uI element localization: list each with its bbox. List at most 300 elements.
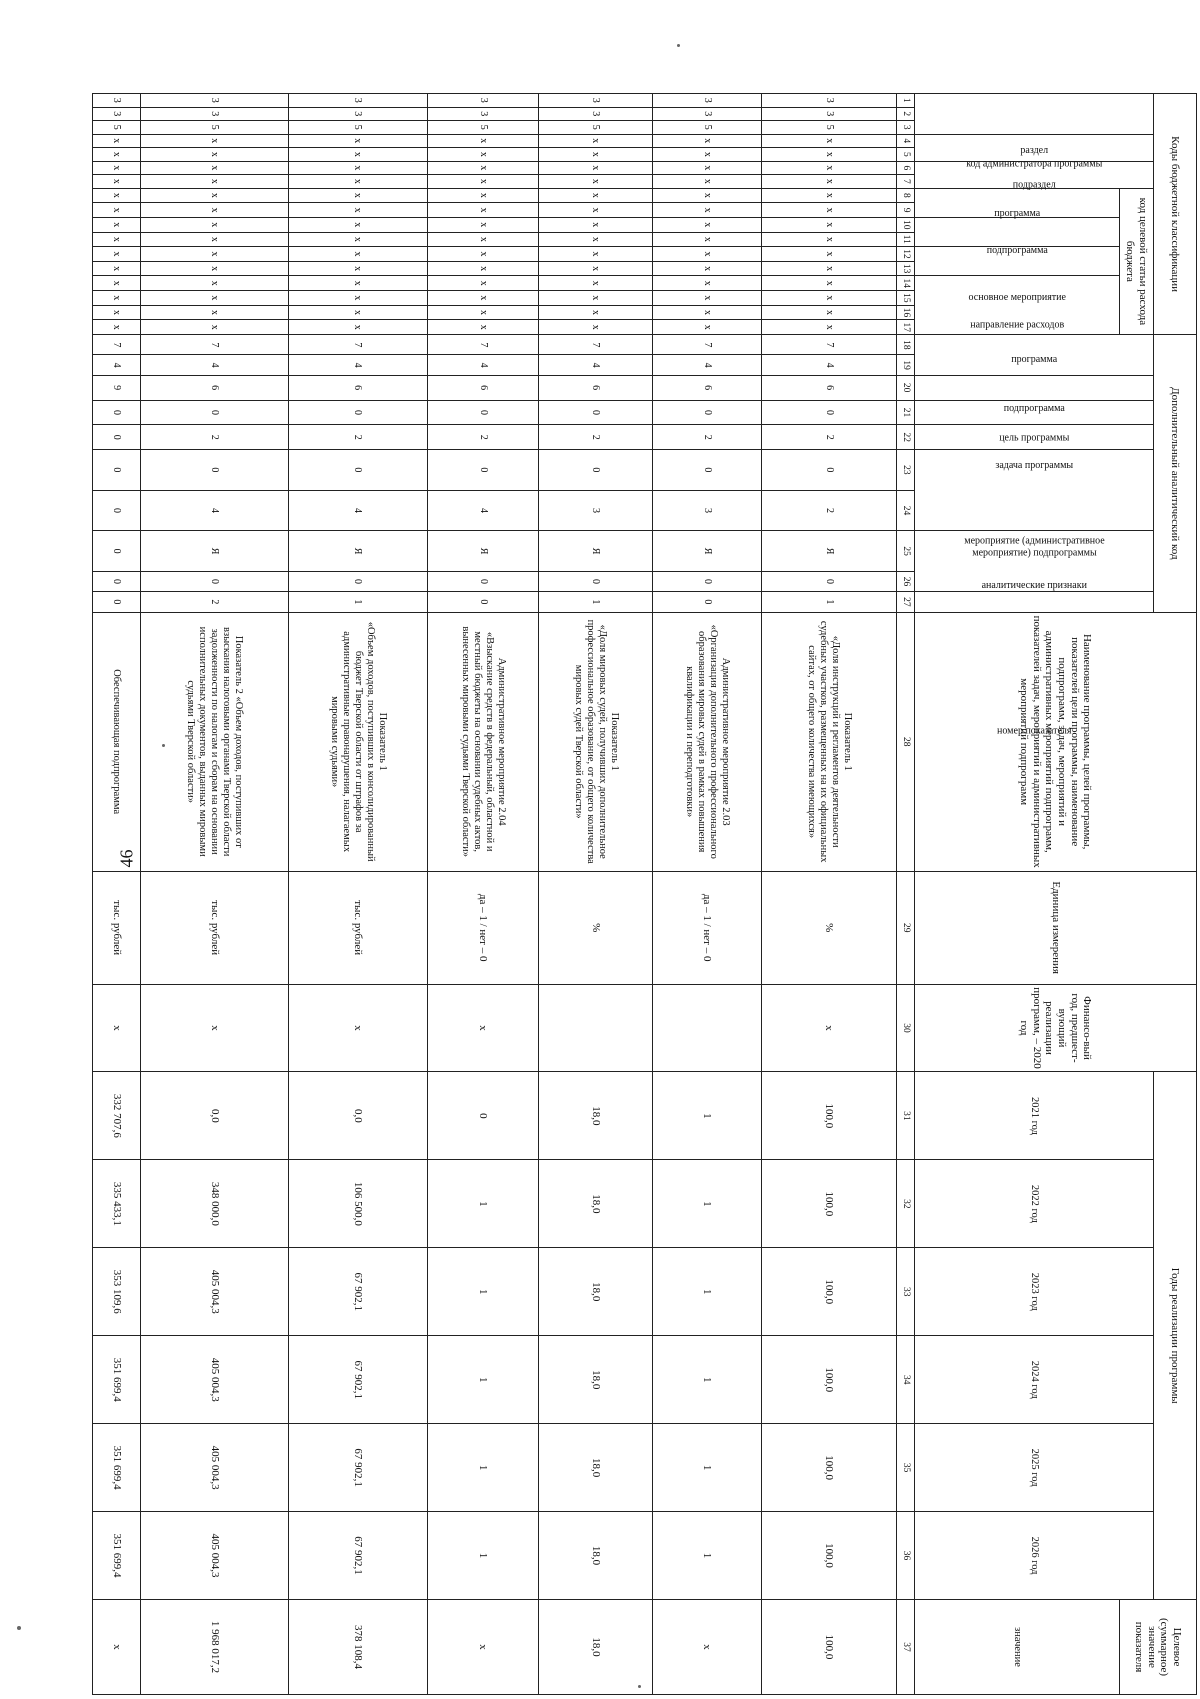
- code-cell: x: [288, 188, 427, 203]
- row-name: Показатель 1 «Доля инструкций и регламентов деятельности судебных участков, размещенных на их официальных сайтах, от общего количества имеющихся»: [762, 612, 896, 871]
- code-cell: x: [140, 134, 288, 148]
- code-cell: Я: [140, 531, 288, 572]
- code-cell: 0: [652, 400, 761, 425]
- program-indicators-table: [92, 93, 1197, 1695]
- code-cell: x: [140, 276, 288, 291]
- code-cell: x: [762, 276, 896, 291]
- header-admin-code: код администратора программы: [914, 94, 1153, 135]
- row-year-value: 18,0: [539, 1160, 653, 1248]
- code-cell: 0: [539, 400, 653, 425]
- row-target-value: 100,0: [762, 1600, 896, 1695]
- row-year-value: 1: [652, 1424, 761, 1512]
- header-year-6: 2026 год: [914, 1512, 1153, 1600]
- code-cell: 6: [427, 375, 539, 400]
- row-fin-year: x: [140, 984, 288, 1072]
- row-year-value: 100,0: [762, 1424, 896, 1512]
- code-cell: x: [93, 217, 141, 232]
- code-cell: x: [288, 161, 427, 175]
- row-year-value: 18,0: [539, 1336, 653, 1424]
- rotated-table-sheet: [92, 93, 1197, 1695]
- code-cell: x: [762, 175, 896, 189]
- column-number: 28: [896, 612, 914, 871]
- row-unit: тыс. рублей: [93, 871, 141, 984]
- row-year-value: 67 902,1: [288, 1424, 427, 1512]
- row-target-value: x: [93, 1600, 141, 1695]
- scan-speck: [638, 1685, 641, 1688]
- row-year-value: 106 500,0: [288, 1160, 427, 1248]
- code-cell: x: [427, 291, 539, 306]
- code-cell: x: [93, 320, 141, 335]
- code-cell: x: [427, 203, 539, 218]
- code-cell: x: [762, 148, 896, 162]
- column-number: 2: [896, 107, 914, 121]
- column-number: 10: [896, 217, 914, 232]
- row-year-value: 67 902,1: [288, 1248, 427, 1336]
- row-fin-year: x: [427, 984, 539, 1072]
- code-cell: x: [140, 261, 288, 276]
- row-year-value: 0,0: [140, 1072, 288, 1160]
- code-cell: 3: [652, 490, 761, 531]
- code-cell: x: [288, 261, 427, 276]
- row-name: Обеспечивающая подпрограмма: [93, 612, 141, 871]
- code-cell: 7: [427, 335, 539, 355]
- page-number: 46: [116, 849, 137, 868]
- code-cell: x: [427, 320, 539, 335]
- code-cell: x: [652, 175, 761, 189]
- code-cell: 1: [288, 592, 427, 612]
- row-target-value: x: [652, 1600, 761, 1695]
- column-number: 18: [896, 335, 914, 355]
- scan-speck: [162, 744, 165, 747]
- table-row: [140, 94, 288, 1695]
- table-row: [427, 94, 539, 1695]
- code-cell: 2: [140, 592, 288, 612]
- code-cell: 0: [652, 592, 761, 612]
- row-year-value: 100,0: [762, 1248, 896, 1336]
- code-cell: x: [93, 261, 141, 276]
- column-number: 17: [896, 320, 914, 335]
- table-row: [93, 94, 141, 1695]
- row-year-value: 100,0: [762, 1512, 896, 1600]
- code-cell: Я: [288, 531, 427, 572]
- column-number: 36: [896, 1512, 914, 1600]
- header-section: раздел: [914, 134, 1153, 161]
- code-cell: x: [539, 217, 653, 232]
- code-cell: 0: [427, 592, 539, 612]
- code-cell: x: [652, 276, 761, 291]
- code-cell: x: [652, 188, 761, 203]
- row-year-value: 351 699,4: [93, 1512, 141, 1600]
- code-cell: 3: [427, 107, 539, 121]
- code-cell: 4: [427, 355, 539, 375]
- header-year-3: 2023 год: [914, 1248, 1153, 1336]
- row-year-value: 18,0: [539, 1072, 653, 1160]
- column-number: 35: [896, 1424, 914, 1512]
- column-number: 6: [896, 161, 914, 175]
- code-cell: Я: [539, 531, 653, 572]
- code-cell: x: [539, 276, 653, 291]
- row-year-value: 332 707,6: [93, 1072, 141, 1160]
- code-cell: x: [762, 247, 896, 262]
- row-unit: тыс. рублей: [140, 871, 288, 984]
- code-cell: x: [762, 291, 896, 306]
- code-cell: 2: [539, 425, 653, 450]
- row-fin-year: x: [93, 984, 141, 1072]
- code-cell: 0: [93, 571, 141, 591]
- code-cell: x: [427, 232, 539, 247]
- header-year-4: 2024 год: [914, 1336, 1153, 1424]
- row-fin-year: [539, 984, 653, 1072]
- header-ac-task: задача программы: [914, 425, 1153, 450]
- row-unit: да – 1 / нет – 0: [652, 871, 761, 984]
- code-cell: x: [140, 232, 288, 247]
- column-number: 22: [896, 425, 914, 450]
- row-year-value: 18,0: [539, 1512, 653, 1600]
- code-cell: 0: [762, 450, 896, 491]
- code-cell: x: [140, 148, 288, 162]
- code-cell: 5: [93, 121, 141, 135]
- code-cell: x: [288, 320, 427, 335]
- row-fin-year: x: [288, 984, 427, 1072]
- code-cell: x: [762, 232, 896, 247]
- row-unit: тыс. рублей: [288, 871, 427, 984]
- code-cell: 2: [652, 425, 761, 450]
- row-year-value: 0: [427, 1072, 539, 1160]
- header-fin-year: Финансо-вый год, предшест-вующий реализации программ, – 2020 год: [914, 984, 1196, 1072]
- code-cell: 3: [652, 94, 761, 108]
- code-cell: 0: [427, 571, 539, 591]
- code-cell: 1: [539, 592, 653, 612]
- row-fin-year: x: [762, 984, 896, 1072]
- code-cell: x: [288, 134, 427, 148]
- header-program: программа: [914, 188, 1119, 217]
- code-cell: 4: [288, 490, 427, 531]
- code-cell: 5: [539, 121, 653, 135]
- code-cell: 3: [93, 94, 141, 108]
- code-cell: 5: [652, 121, 761, 135]
- column-number: 30: [896, 984, 914, 1072]
- column-number: 12: [896, 247, 914, 262]
- row-year-value: 18,0: [539, 1424, 653, 1512]
- code-cell: x: [427, 276, 539, 291]
- code-cell: x: [140, 203, 288, 218]
- column-number: 24: [896, 490, 914, 531]
- code-cell: 0: [140, 571, 288, 591]
- code-cell: x: [539, 320, 653, 335]
- code-cell: x: [427, 261, 539, 276]
- code-cell: x: [427, 175, 539, 189]
- row-name: Административное мероприятие 2.04 «Взыскание средств в федеральный, областной и местный бюджеты на основании судебных актов, вынесенных мировыми судьями Тверской области»: [427, 612, 539, 871]
- scan-speck: [17, 1626, 21, 1630]
- column-number: 1: [896, 94, 914, 108]
- code-cell: x: [93, 175, 141, 189]
- header-target-article: код целевой статьи расхода бюджета: [1119, 188, 1153, 335]
- header-ac-program: программа: [914, 335, 1153, 376]
- code-cell: 7: [539, 335, 653, 355]
- row-target-value: 1 968 017,2: [140, 1600, 288, 1695]
- code-cell: 0: [427, 400, 539, 425]
- code-cell: 4: [288, 355, 427, 375]
- row-year-value: 1: [652, 1336, 761, 1424]
- code-cell: 5: [762, 121, 896, 135]
- code-cell: 0: [539, 450, 653, 491]
- code-cell: x: [539, 148, 653, 162]
- code-cell: x: [288, 232, 427, 247]
- row-year-value: 0,0: [288, 1072, 427, 1160]
- column-number: 29: [896, 871, 914, 984]
- row-year-value: 1: [427, 1336, 539, 1424]
- code-cell: x: [288, 203, 427, 218]
- code-cell: x: [140, 320, 288, 335]
- header-years-group: Годы реализации программы: [1153, 1072, 1196, 1600]
- code-cell: 0: [762, 571, 896, 591]
- code-cell: 0: [288, 450, 427, 491]
- header-ac-indicator-no: номер показателя: [914, 592, 1153, 872]
- header-subsection: подраздел: [914, 161, 1153, 188]
- code-cell: x: [288, 217, 427, 232]
- code-cell: 2: [427, 425, 539, 450]
- code-cell: x: [652, 148, 761, 162]
- code-cell: x: [140, 161, 288, 175]
- header-ac-subprogram: подпрограмма: [914, 375, 1153, 400]
- header-ac-event: мероприятие (административное мероприятие) подпрограммы: [914, 450, 1153, 531]
- header-name: Наименование программы, целей программы, показателей цели программы, наименование подпрограмм, задач, мероприятий и административных мероприятий подпрограмм, показателей задач, мероприятий и административных мероприятий подпрограмм: [914, 612, 1196, 871]
- code-cell: x: [539, 175, 653, 189]
- code-cell: Я: [762, 531, 896, 572]
- code-cell: 7: [652, 335, 761, 355]
- code-cell: x: [652, 291, 761, 306]
- code-cell: 3: [762, 94, 896, 108]
- code-cell: x: [539, 203, 653, 218]
- code-cell: 0: [539, 571, 653, 591]
- header-year-1: 2021 год: [914, 1072, 1153, 1160]
- code-cell: x: [539, 188, 653, 203]
- code-cell: 0: [427, 450, 539, 491]
- code-cell: 0: [762, 400, 896, 425]
- code-cell: x: [762, 305, 896, 320]
- code-cell: x: [652, 305, 761, 320]
- code-cell: 2: [140, 425, 288, 450]
- code-cell: x: [539, 261, 653, 276]
- code-cell: x: [93, 276, 141, 291]
- column-number: 9: [896, 203, 914, 218]
- code-cell: x: [762, 203, 896, 218]
- row-year-value: 405 004,3: [140, 1512, 288, 1600]
- row-year-value: 351 699,4: [93, 1424, 141, 1512]
- column-numbers-row: [896, 94, 914, 1695]
- code-cell: Я: [427, 531, 539, 572]
- column-number: 3: [896, 121, 914, 135]
- code-cell: 7: [762, 335, 896, 355]
- code-cell: x: [93, 148, 141, 162]
- code-cell: 3: [652, 107, 761, 121]
- code-cell: x: [93, 305, 141, 320]
- code-cell: x: [140, 247, 288, 262]
- code-cell: 0: [93, 592, 141, 612]
- row-name: Показатель 1 «Объем доходов, поступивших в консолидированный бюджет Тверской области от штрафов за административные правонарушения, налагаемых мировыми судьями»: [288, 612, 427, 871]
- code-cell: 3: [762, 107, 896, 121]
- code-cell: x: [652, 203, 761, 218]
- column-number: 31: [896, 1072, 914, 1160]
- code-cell: x: [140, 217, 288, 232]
- column-number: 33: [896, 1248, 914, 1336]
- column-number: 8: [896, 188, 914, 203]
- column-number: 23: [896, 450, 914, 491]
- row-year-value: 405 004,3: [140, 1336, 288, 1424]
- code-cell: x: [762, 217, 896, 232]
- table-header: [896, 94, 1196, 1695]
- code-cell: x: [288, 148, 427, 162]
- row-unit: %: [762, 871, 896, 984]
- code-cell: 6: [140, 375, 288, 400]
- code-cell: 4: [93, 355, 141, 375]
- table-body: [93, 94, 897, 1695]
- column-number: 27: [896, 592, 914, 612]
- code-cell: 6: [762, 375, 896, 400]
- code-cell: x: [93, 161, 141, 175]
- table-row: [652, 94, 761, 1695]
- code-cell: x: [539, 291, 653, 306]
- header-year-5: 2025 год: [914, 1424, 1153, 1512]
- code-cell: 4: [762, 355, 896, 375]
- row-year-value: 1: [427, 1160, 539, 1248]
- row-year-value: 100,0: [762, 1160, 896, 1248]
- code-cell: 2: [762, 425, 896, 450]
- header-unit: Единица измерения: [914, 871, 1196, 984]
- code-cell: 6: [539, 375, 653, 400]
- row-year-value: 100,0: [762, 1336, 896, 1424]
- code-cell: x: [652, 261, 761, 276]
- code-cell: 7: [140, 335, 288, 355]
- column-number: 26: [896, 571, 914, 591]
- code-cell: 0: [93, 490, 141, 531]
- column-number: 11: [896, 232, 914, 247]
- code-cell: x: [288, 291, 427, 306]
- column-number: 37: [896, 1600, 914, 1695]
- header-main-event: основное мероприятие: [914, 247, 1119, 276]
- code-cell: 0: [93, 400, 141, 425]
- code-cell: 4: [652, 355, 761, 375]
- column-number: 32: [896, 1160, 914, 1248]
- row-year-value: 67 902,1: [288, 1512, 427, 1600]
- code-cell: x: [762, 161, 896, 175]
- row-year-value: 18,0: [539, 1248, 653, 1336]
- header-budget-codes: Коды бюджетной классификации: [1153, 94, 1196, 335]
- code-cell: x: [539, 305, 653, 320]
- code-cell: x: [762, 134, 896, 148]
- row-year-value: 1: [427, 1248, 539, 1336]
- code-cell: 0: [93, 450, 141, 491]
- code-cell: 4: [140, 490, 288, 531]
- row-year-value: 1: [652, 1248, 761, 1336]
- row-year-value: 351 699,4: [93, 1336, 141, 1424]
- code-cell: 5: [427, 121, 539, 135]
- header-expense-direction: направление расходов: [914, 276, 1119, 335]
- code-cell: x: [539, 134, 653, 148]
- code-cell: 3: [93, 107, 141, 121]
- row-year-value: 67 902,1: [288, 1336, 427, 1424]
- code-cell: x: [539, 247, 653, 262]
- code-cell: x: [652, 134, 761, 148]
- code-cell: x: [93, 232, 141, 247]
- code-cell: x: [93, 247, 141, 262]
- column-number: 4: [896, 134, 914, 148]
- code-cell: 0: [93, 531, 141, 572]
- code-cell: 3: [288, 94, 427, 108]
- column-number: 34: [896, 1336, 914, 1424]
- code-cell: 0: [652, 450, 761, 491]
- code-cell: x: [762, 261, 896, 276]
- code-cell: 1: [762, 592, 896, 612]
- header-target-group: Целевое (суммарное) значение показателя: [1119, 1600, 1196, 1695]
- code-cell: 3: [539, 107, 653, 121]
- header-extra-code: Дополнительный аналитический код: [1153, 335, 1196, 612]
- table-row: [288, 94, 427, 1695]
- row-year-value: 1: [427, 1424, 539, 1512]
- row-year-value: 353 109,6: [93, 1248, 141, 1336]
- code-cell: x: [652, 161, 761, 175]
- code-cell: x: [427, 134, 539, 148]
- code-cell: 3: [539, 94, 653, 108]
- code-cell: x: [140, 175, 288, 189]
- header-ac-analytic: аналитические признаки: [914, 531, 1153, 592]
- scan-speck: [677, 44, 680, 47]
- code-cell: 0: [93, 425, 141, 450]
- row-name: Показатель 2 «Объем доходов, поступивших от взыскания налоговыми органами Тверской области задолженности по налогам и сборам на основании исполнительных документов, выданных мировыми судьями Тверской области»: [140, 612, 288, 871]
- row-target-value: x: [427, 1600, 539, 1695]
- code-cell: 4: [427, 490, 539, 531]
- row-unit: %: [539, 871, 653, 984]
- row-year-value: 1: [652, 1512, 761, 1600]
- row-year-value: 1: [652, 1072, 761, 1160]
- code-cell: x: [427, 247, 539, 262]
- header-target-value: значение: [914, 1600, 1119, 1695]
- code-cell: 0: [652, 571, 761, 591]
- header-ac-goal: цель программы: [914, 400, 1153, 425]
- code-cell: x: [427, 188, 539, 203]
- code-cell: x: [427, 305, 539, 320]
- header-subprogram: подпрограмма: [914, 217, 1119, 246]
- code-cell: x: [140, 188, 288, 203]
- code-cell: 9: [93, 375, 141, 400]
- code-cell: 3: [539, 490, 653, 531]
- code-cell: x: [93, 291, 141, 306]
- code-cell: 0: [140, 450, 288, 491]
- column-number: 25: [896, 531, 914, 572]
- row-year-value: 100,0: [762, 1072, 896, 1160]
- column-number: 20: [896, 375, 914, 400]
- code-cell: 3: [427, 94, 539, 108]
- code-cell: 6: [288, 375, 427, 400]
- column-number: 21: [896, 400, 914, 425]
- row-year-value: 405 004,3: [140, 1424, 288, 1512]
- column-number: 16: [896, 305, 914, 320]
- code-cell: x: [652, 232, 761, 247]
- code-cell: x: [140, 305, 288, 320]
- row-year-value: 405 004,3: [140, 1248, 288, 1336]
- code-cell: x: [140, 291, 288, 306]
- code-cell: 0: [288, 400, 427, 425]
- code-cell: 3: [288, 107, 427, 121]
- code-cell: x: [288, 305, 427, 320]
- code-cell: x: [288, 175, 427, 189]
- code-cell: x: [288, 276, 427, 291]
- column-number: 5: [896, 148, 914, 162]
- code-cell: 5: [288, 121, 427, 135]
- code-cell: 3: [140, 107, 288, 121]
- table-row: [762, 94, 896, 1695]
- code-cell: 5: [140, 121, 288, 135]
